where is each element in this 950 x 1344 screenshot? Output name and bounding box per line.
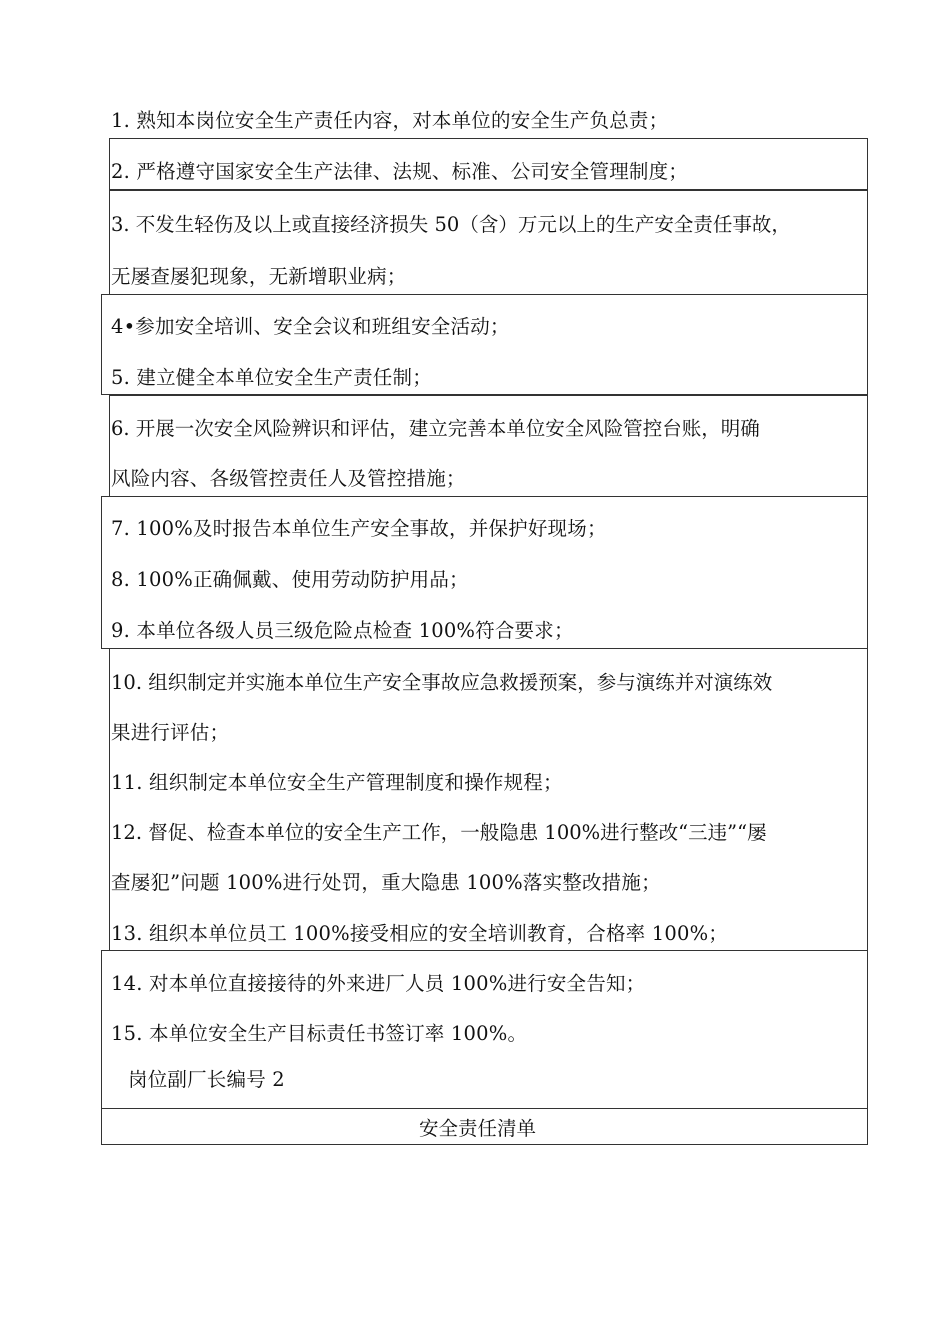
responsibility-item-11: 11. 组织制定本单位安全生产管理制度和操作规程； <box>111 771 563 794</box>
responsibility-item-10-cont: 果进行评估； <box>111 721 230 744</box>
responsibility-item-6-cont: 风险内容、各级管控责任人及管控措施； <box>111 467 466 490</box>
list-title: 安全责任清单 <box>419 1117 537 1140</box>
responsibility-item-5: 5. 建立健全本单位安全生产责任制； <box>111 366 432 389</box>
responsibility-item-15: 15. 本单位安全生产目标责任书签订率 100%。 <box>111 1022 528 1045</box>
responsibility-item-3: 3. 不发生轻伤及以上或直接经济损失 50（含）万元以上的生产安全责任事故， <box>111 213 791 236</box>
responsibility-item-9: 9. 本单位各级人员三级危险点检查 100%符合要求； <box>111 619 574 642</box>
responsibility-item-12-cont: 查屡犯”问题 100%进行处罚，重大隐患 100%落实整改措施； <box>111 871 661 894</box>
post-label: 岗位副厂长编号 2 <box>128 1068 285 1091</box>
responsibility-item-4: 4•参加安全培训、安全会议和班组安全活动； <box>111 315 510 338</box>
table-title-divider <box>101 1108 868 1109</box>
responsibility-item-8: 8. 100%正确佩戴、使用劳动防护用品； <box>111 568 469 591</box>
responsibility-item-13: 13. 组织本单位员工 100%接受相应的安全培训教育，合格率 100%； <box>111 922 729 945</box>
responsibility-item-2: 2. 严格遵守国家安全生产法律、法规、标准、公司安全管理制度； <box>111 160 689 183</box>
responsibility-item-1: 1. 熟知本岗位安全生产责任内容，对本单位的安全生产负总责； <box>111 109 669 132</box>
responsibility-item-6: 6. 开展一次安全风险辨识和评估，建立完善本单位安全风险管控台账，明确 <box>111 417 760 440</box>
responsibility-item-10: 10. 组织制定并实施本单位生产安全事故应急救援预案，参与演练并对演练效 <box>111 671 773 694</box>
responsibility-item-12: 12. 督促、检查本单位的安全生产工作，一般隐患 100%进行整改“三违”“屡 <box>111 821 767 844</box>
responsibility-item-3-cont: 无屡查屡犯现象，无新增职业病； <box>111 265 407 288</box>
responsibility-item-7: 7. 100%及时报告本单位生产安全事故，并保护好现场； <box>111 517 607 540</box>
responsibility-item-14: 14. 对本单位直接接待的外来进厂人员 100%进行安全告知； <box>111 972 646 995</box>
